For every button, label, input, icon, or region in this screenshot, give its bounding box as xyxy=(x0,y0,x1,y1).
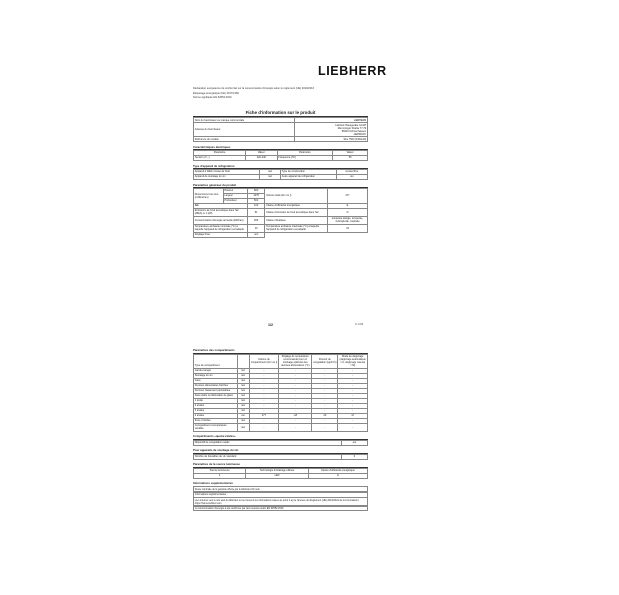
table-cell: non xyxy=(247,232,264,237)
table-cell: - xyxy=(249,408,279,413)
document-code: FI-1088 xyxy=(355,323,364,326)
compartment-type: Stockage du vin xyxy=(194,373,238,378)
table-cell: Température ambiante minimale (°C) à laquelle l'appareil de réfrigération est adapté xyxy=(194,224,248,232)
table-cell: - xyxy=(312,383,338,388)
table-cell: Nombre de bouteilles de vin standard xyxy=(194,454,342,459)
section-title: Paramètres des compartiments xyxy=(193,348,368,354)
table-cell: - xyxy=(279,408,312,413)
table-cell: - xyxy=(249,403,279,408)
light-source-table xyxy=(193,468,368,479)
table-cell: non xyxy=(237,408,249,413)
compartments-body xyxy=(194,368,368,431)
table-cell: M xyxy=(338,413,368,418)
table-cell: Réglage hiver xyxy=(194,232,248,237)
four-star-table xyxy=(193,440,368,446)
page-1-content xyxy=(193,117,368,238)
table-cell: - xyxy=(249,383,279,388)
table-cell: 20 xyxy=(312,413,338,418)
table-cell: - xyxy=(249,393,279,398)
column-header: Valeur xyxy=(333,150,368,155)
table-cell: - xyxy=(312,373,338,378)
table-cell: non xyxy=(237,383,249,388)
compartment-type: 4 étoiles xyxy=(194,413,238,418)
table-cell: - xyxy=(312,418,338,423)
table-cell: non xyxy=(237,403,249,408)
table-cell: à pose libre xyxy=(336,169,367,174)
table-cell: Autre appareil de réfrigération xyxy=(280,174,336,179)
dimension-value: 1475 xyxy=(247,193,264,198)
sheet-title: Fiche d'information sur le produit xyxy=(193,110,368,117)
table-cell: non xyxy=(237,388,249,393)
table-cell: - xyxy=(249,388,279,393)
column-header xyxy=(237,354,249,368)
supplier-label: Adresse du fournisseur xyxy=(194,123,295,137)
dimension-label: Profondeur xyxy=(223,198,247,203)
section-title: Compartiments «quatre étoiles» xyxy=(193,434,368,440)
table-cell: - xyxy=(312,398,338,403)
column-header: Classe d'efficacité énergétique xyxy=(308,468,367,473)
table-cell: - xyxy=(249,418,279,423)
table-cell: - xyxy=(338,388,368,393)
table-cell: Fréquence (Hz) xyxy=(277,155,333,160)
table-cell: oui xyxy=(237,413,249,418)
column-header: Volume du compartiment (dm³ ou l) xyxy=(249,354,279,368)
page-number: 1/2 xyxy=(268,323,273,327)
table-cell: - xyxy=(279,373,312,378)
table-cell: Type de construction xyxy=(280,169,336,174)
table-cell: non xyxy=(260,169,281,174)
appliance-type-table xyxy=(193,169,368,180)
table-row xyxy=(194,473,368,478)
table-cell: - xyxy=(279,393,312,398)
table-cell: - xyxy=(249,373,279,378)
intro-line: Déclaration européenne de conformité sur la consommation d'énergie selon le règlement (UE) 2019/2016 xyxy=(193,87,315,90)
table-cell: - xyxy=(312,388,338,393)
compartment-type: 1 étoile xyxy=(194,398,238,403)
measurement-note: La consommation d'énergie a été confirmée par des mesures selon EN 62552:2020. xyxy=(193,506,368,512)
table-cell: Appareil à faible niveau de bruit xyxy=(194,169,260,174)
extra-info-label: Informations supplémentaires : xyxy=(193,492,368,498)
page-2-content xyxy=(193,348,368,511)
table-row xyxy=(194,155,368,160)
intro-text xyxy=(193,87,373,101)
table-row xyxy=(194,123,368,137)
supplier-label: Nom du fournisseur ou marque commerciale xyxy=(194,118,295,123)
table-cell: IEE xyxy=(194,203,248,208)
compartment-type: Garde-manger xyxy=(194,368,238,373)
wine-table xyxy=(193,454,368,460)
section-title: Paramètres de la source lumineuse xyxy=(193,462,368,468)
table-cell: - xyxy=(279,388,312,393)
table-cell: - xyxy=(338,383,368,388)
manufacturer-link-note: Lien internet vers le site web du fabricant où se trouvent les informations visées au point 4 a) de l'annexe du Règlement (UE) 2019/2024 de la Commission: https://home.liebherr.com xyxy=(193,497,368,506)
table-cell: - xyxy=(279,423,312,431)
compartment-type: Cave xyxy=(194,378,238,383)
table-row xyxy=(194,440,368,445)
compartment-type: 2 étoiles xyxy=(194,403,238,408)
compartments-table xyxy=(193,354,368,432)
table-cell: - xyxy=(249,398,279,403)
table-row xyxy=(194,216,368,224)
table-cell: LED xyxy=(246,473,309,478)
table-cell: tempérée élargie, tempérée, subtropicale, tropicale xyxy=(327,216,367,224)
supplier-value: Liebherr-Hausgeräte GmbH Memminger Straße 77-79 88416 Ochsenhausen GERMANY xyxy=(294,123,367,137)
dimensions-label: Dimensions hors tout (millimètres) xyxy=(194,188,224,203)
table-header-row xyxy=(194,354,368,368)
table-cell: Classe d'efficacité énergétique xyxy=(265,203,328,208)
column-header: Source lumineuse xyxy=(194,468,246,473)
column-header: Technologie d'éclairage utilisée xyxy=(246,468,309,473)
empty-cell xyxy=(327,232,367,237)
table-cell: - xyxy=(279,368,312,373)
table-row xyxy=(194,454,368,459)
dimension-value: 820 xyxy=(247,188,264,193)
intro-line: Étiquetage énergétique (UE) 2017/1369 xyxy=(193,91,239,95)
table-cell: - xyxy=(279,403,312,408)
table-cell: - xyxy=(338,403,368,408)
dimension-label: Largeur xyxy=(223,193,247,198)
table-row xyxy=(194,232,368,237)
table-cell: non xyxy=(260,174,281,179)
table-cell: Appareil de stockage du vin xyxy=(194,174,260,179)
section-title: Pour appareils de stockage du vin xyxy=(193,448,368,454)
compartment-type: Zone 2 étoiles xyxy=(194,418,238,423)
section-title: Paramètres généraux du produit xyxy=(193,182,368,188)
table-cell: - xyxy=(249,368,279,373)
table-cell: - xyxy=(312,403,338,408)
table-cell: - xyxy=(338,418,368,423)
column-header: Type de compartiment xyxy=(194,354,238,368)
section-title: Informations supplémentaires xyxy=(193,481,368,487)
table-cell: -18 xyxy=(279,413,312,418)
table-cell: Classe climatique xyxy=(265,216,328,224)
table-row xyxy=(194,188,368,193)
volume-value: 477 xyxy=(327,188,367,203)
compartment-type: Sans étoile ou fabrication de glace xyxy=(194,393,238,398)
table-cell: 51 xyxy=(247,208,264,216)
supplier-value: LIEBHERR xyxy=(294,118,367,123)
dimension-label: Hauteur xyxy=(223,188,247,193)
empty-cell xyxy=(265,232,328,237)
table-row xyxy=(194,224,368,232)
section-title: Caractéristiques électriques xyxy=(193,144,368,150)
table-cell: - xyxy=(312,368,338,373)
table-cell: - xyxy=(338,398,368,403)
table-row xyxy=(194,174,368,179)
compartment-type: Denrées alimentaires fraîches xyxy=(194,383,238,388)
table-cell: - xyxy=(312,408,338,413)
table-cell: Dispositif de congélation rapide xyxy=(194,440,342,445)
table-cell: 477 xyxy=(249,413,279,418)
compartment-type: 3 étoiles xyxy=(194,408,238,413)
supplier-value: SFe 7500 (FSDA40) xyxy=(294,137,367,142)
dimension-value: 502 xyxy=(247,198,264,203)
column-header: Mode de dégivrage (dégivrage automatique = A, dégivrage manuel = M) xyxy=(339,355,366,368)
table-cell: Température ambiante maximale (°C) à laquelle l'appareil de réfrigération est adapté xyxy=(265,224,328,232)
table-cell: E xyxy=(327,203,367,208)
table-cell: non xyxy=(237,423,249,431)
table-row xyxy=(194,208,368,216)
column-header: Paramètre xyxy=(194,150,246,155)
column-header: Réglage de température recommandé pour un stockage optimisé des denrées alimentaires (°C) xyxy=(279,354,312,368)
table-cell: non xyxy=(237,373,249,378)
table-cell: - xyxy=(249,378,279,383)
table-cell: non xyxy=(237,393,249,398)
electrical-table xyxy=(193,150,368,161)
table-cell: - xyxy=(312,378,338,383)
table-cell: Consommation d'énergie annuelle (kWh/an) xyxy=(194,216,248,224)
column-header: Paramètre xyxy=(277,150,333,155)
table-cell: - xyxy=(279,383,312,388)
section-title: Type d'appareil de réfrigération xyxy=(193,163,368,169)
supplier-table xyxy=(193,117,368,142)
table-cell: non xyxy=(237,378,249,383)
table-cell: non xyxy=(237,368,249,373)
table-cell: - xyxy=(279,418,312,423)
intro-line: Norme appliquée EN 62552:2020 xyxy=(193,96,232,100)
compartment-type: Compartiment à température variable xyxy=(194,423,238,431)
table-row xyxy=(194,137,368,142)
table-cell: 43 xyxy=(327,224,367,232)
volume-label: Volume total (dm³ ou l) xyxy=(265,188,328,203)
supplier-label: Référence du modèle xyxy=(194,137,295,142)
table-cell: 220-240 xyxy=(246,155,277,160)
table-cell: oui xyxy=(336,174,367,179)
table-cell: 2 xyxy=(194,473,246,478)
table-cell: 50 xyxy=(333,155,368,160)
warranty-note: Durée minimale de la garantie offerte par le fabricant 24 mois xyxy=(193,486,368,492)
compartment-type: Denrées hautement périssables xyxy=(194,388,238,393)
table-cell: 100 xyxy=(247,203,264,208)
table-cell: 0 xyxy=(341,454,367,459)
table-cell: 10 xyxy=(247,224,264,232)
table-cell: Classe d'émission de bruit acoustique dans l'air xyxy=(265,208,328,216)
table-cell: non xyxy=(237,398,249,403)
table-cell: - xyxy=(338,378,368,383)
general-parameters-table xyxy=(193,188,368,238)
table-cell: - xyxy=(312,423,338,431)
table-cell: G xyxy=(308,473,367,478)
table-cell: - xyxy=(338,408,368,413)
table-cell: non xyxy=(237,418,249,423)
table-cell: - xyxy=(249,423,279,431)
table-cell: - xyxy=(338,423,368,431)
column-header: Pouvoir de congélation (kg/24 h) xyxy=(312,354,338,368)
table-cell: - xyxy=(338,373,368,378)
brand-logo: LIEBHERR xyxy=(318,64,387,78)
table-row xyxy=(194,423,368,431)
table-cell: - xyxy=(338,368,368,373)
column-header: Valeur xyxy=(246,150,277,155)
table-cell: D xyxy=(327,208,367,216)
table-cell: Tension (V ~) xyxy=(194,155,246,160)
table-cell: 295 xyxy=(247,216,264,224)
table-cell: - xyxy=(338,393,368,398)
table-cell: oui xyxy=(341,440,367,445)
table-cell: Émissions de bruit acoustique dans l'air (dB(A) re 1 pW) xyxy=(194,208,248,216)
table-cell: - xyxy=(312,393,338,398)
table-cell: - xyxy=(279,398,312,403)
table-cell: - xyxy=(279,378,312,383)
